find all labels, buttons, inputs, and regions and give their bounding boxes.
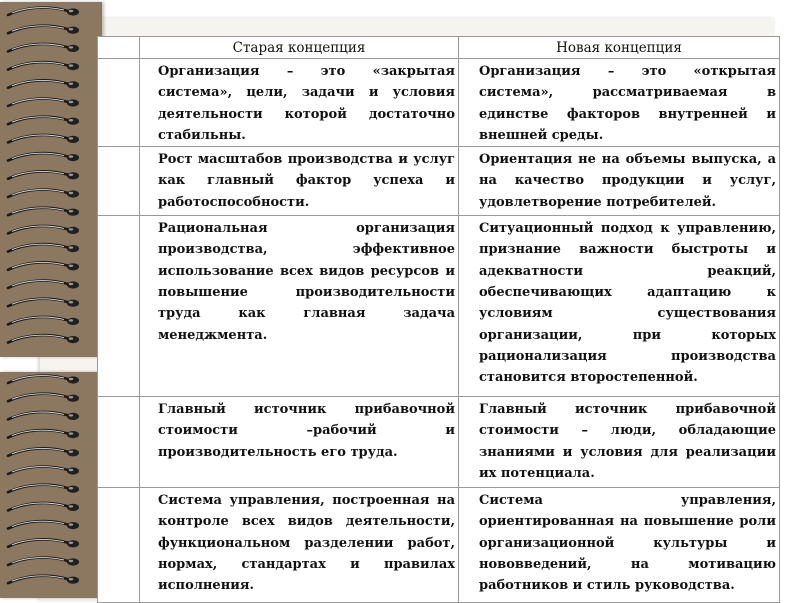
index-cell [98, 397, 140, 488]
header-old-concept: Старая концепция [140, 37, 459, 59]
table-row [98, 488, 780, 603]
table-header-row [98, 37, 780, 59]
spiral-coil [8, 226, 79, 234]
spiral-coil [8, 153, 79, 161]
concepts-comparison-table [97, 36, 780, 603]
new-concept-cell: Система управления, ориентированная на повышение роли организационной культуры и нововведений, на мотивацию работников и стиль руководства. [459, 488, 780, 603]
spiral-coil [8, 448, 79, 456]
spiral-coil [8, 558, 79, 566]
spiral-coil [8, 317, 79, 325]
spiral-coil [8, 485, 79, 493]
spiral-coil [8, 208, 79, 216]
spiral-coil [8, 503, 79, 511]
new-concept-cell: Ситуационный подход к управлению, признание важности быстроты и адекватности реакций, обеспечивающих адаптацию к условиям существования организации, при которых рационализация производства становится второстепенной. [459, 216, 780, 397]
table-row [98, 216, 780, 397]
spiral-coil [8, 8, 79, 16]
table-row [98, 59, 780, 147]
table-row [98, 397, 780, 488]
spiral-coil [8, 171, 79, 179]
old-concept-cell: Рациональная организация производства, эффективное использование всех видов ресурсов и повышение производительности труда как главная задача менеджмента. [140, 216, 459, 397]
spiral-coil [8, 80, 79, 88]
spiral-coil [8, 299, 79, 307]
index-cell [98, 488, 140, 603]
spiral-coil [8, 244, 79, 252]
new-concept-cell: Организация – это «открытая система», рассматриваемая в единстве факторов внутренней и внешней среды. [459, 59, 780, 147]
header-index-cell [98, 37, 140, 59]
index-cell [98, 216, 140, 397]
new-concept-cell: Ориентация не на объемы выпуска, а на качество продукции и услуг, удовлетворение потребителей. [459, 147, 780, 216]
spiral-coil [8, 44, 79, 52]
new-concept-cell: Главный источник прибавочной стоимости – люди, обладающие знаниями и условия для реализации их потенциала. [459, 397, 780, 488]
old-concept-cell: Главный источник прибавочной стоимости –рабочий и производительность его труда. [140, 397, 459, 488]
spiral-coil [8, 394, 79, 402]
index-cell [98, 147, 140, 216]
spiral-coil [8, 376, 79, 384]
spiral-binding-icon [0, 0, 110, 600]
old-concept-cell: Система управления, построенная на контроле всех видов деятельности, функциональном разделении работ, нормах, стандартах и правилах исполнения. [140, 488, 459, 603]
spiral-coil [8, 335, 79, 343]
spiral-coil [8, 539, 79, 547]
spiral-coil [8, 99, 79, 107]
spiral-coil [8, 117, 79, 125]
spiral-coil [8, 190, 79, 198]
spiral-coil [8, 135, 79, 143]
old-concept-cell: Рост масштабов производства и услуг как главный фактор успеха и работоспособности. [140, 147, 459, 216]
table-row [98, 147, 780, 216]
spiral-coil [8, 412, 79, 420]
spiral-coil [8, 521, 79, 529]
spiral-coil [8, 26, 79, 34]
spiral-coil [8, 281, 79, 289]
spiral-coil [8, 262, 79, 270]
spiral-coil [8, 62, 79, 70]
index-cell [98, 59, 140, 147]
spiral-coil [8, 467, 79, 475]
header-new-concept: Новая концепция [459, 37, 780, 59]
old-concept-cell: Организация – это «закрытая система», цели, задачи и условия деятельности которой достаточно стабильны. [140, 59, 459, 147]
spiral-coil [8, 430, 79, 438]
spiral-coil [8, 576, 79, 584]
